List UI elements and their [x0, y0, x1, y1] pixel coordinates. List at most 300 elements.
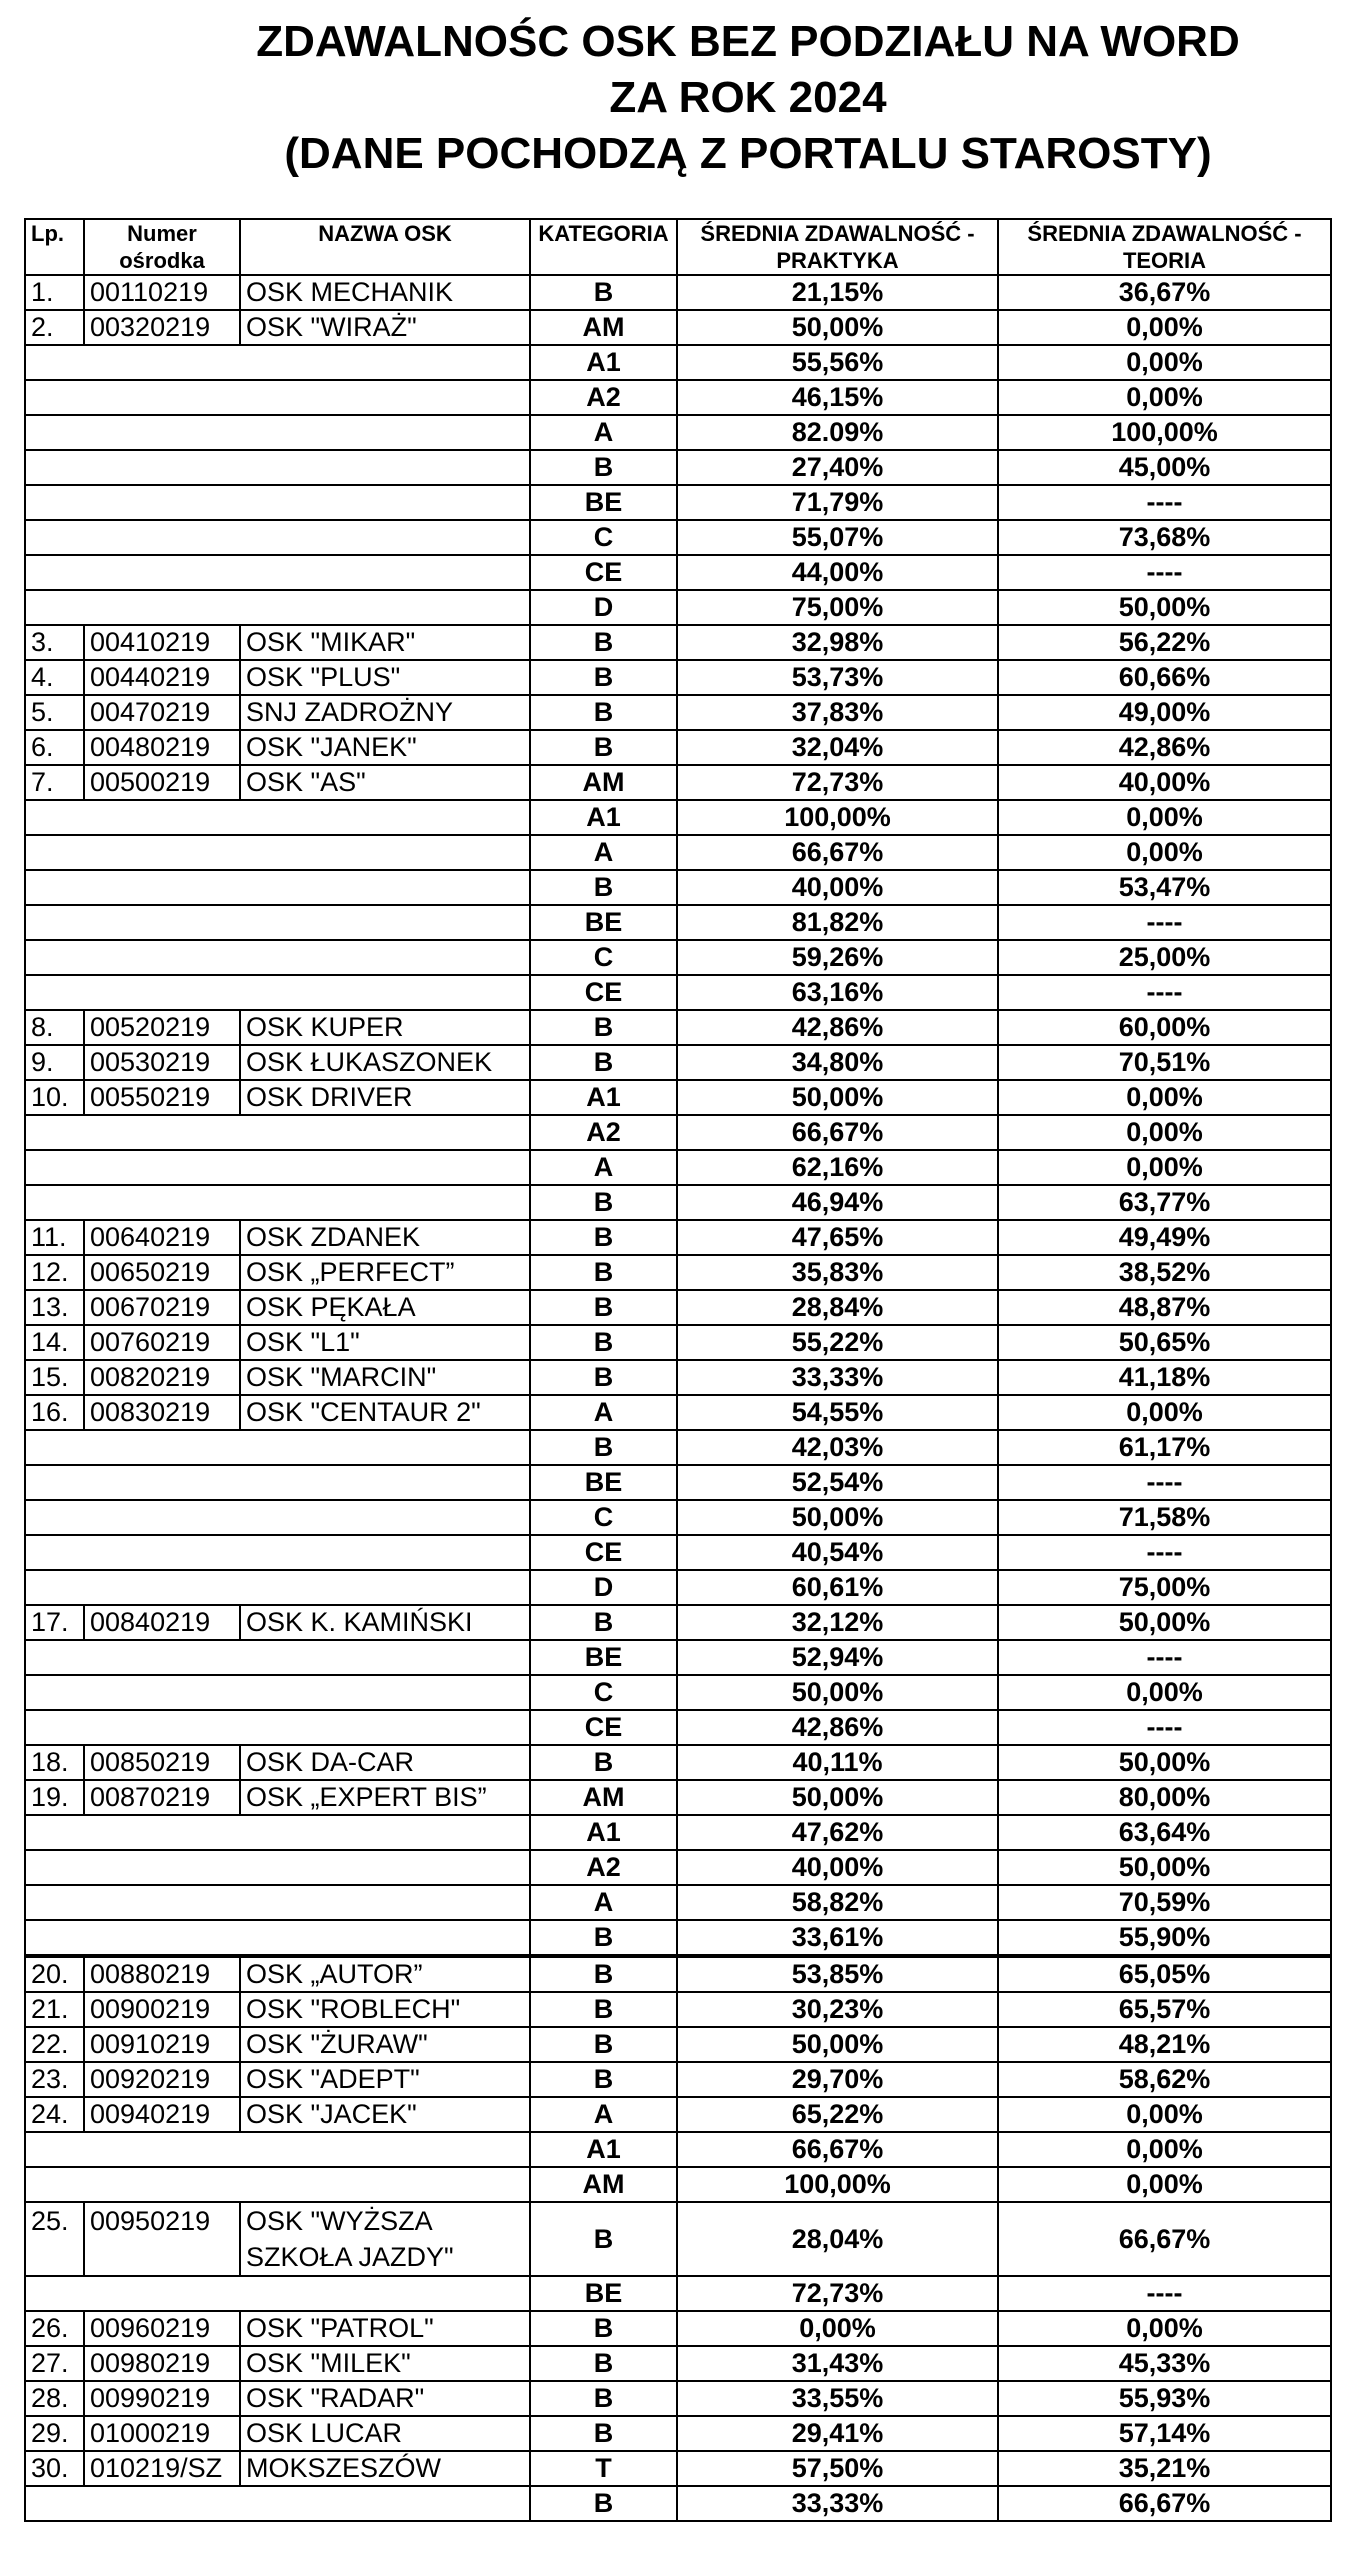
table-row — [25, 1920, 1331, 1956]
cell-center-number: 010219/SZ — [84, 2451, 240, 2486]
cell-category: D — [530, 1570, 677, 1605]
table-row — [25, 1255, 1331, 1290]
cell-theory-rate: 45,00% — [998, 450, 1331, 485]
cell-practice-rate: 29,70% — [677, 2062, 998, 2097]
cell-osk-name: OSK „AUTOR” — [240, 1956, 530, 1992]
cell-empty — [25, 1675, 530, 1710]
cell-theory-rate: 50,00% — [998, 1605, 1331, 1640]
cell-empty — [25, 870, 530, 905]
cell-osk-name: OSK KUPER — [240, 1010, 530, 1045]
cell-theory-rate: 0,00% — [998, 1115, 1331, 1150]
table-row — [25, 1080, 1331, 1115]
table-row — [25, 2202, 1331, 2276]
cell-category: B — [530, 695, 677, 730]
cell-practice-rate: 44,00% — [677, 555, 998, 590]
cell-practice-rate: 28,04% — [677, 2202, 998, 2276]
header-practice: ŚREDNIA ZDAWALNOŚĆ - PRAKTYKA — [677, 219, 998, 275]
cell-category: B — [530, 1920, 677, 1956]
table-row — [25, 1850, 1331, 1885]
cell-center-number: 00760219 — [84, 1325, 240, 1360]
table-row — [25, 1745, 1331, 1780]
cell-practice-rate: 32,12% — [677, 1605, 998, 1640]
cell-category: B — [530, 1010, 677, 1045]
cell-theory-rate: 55,93% — [998, 2381, 1331, 2416]
cell-category: C — [530, 1500, 677, 1535]
table-row — [25, 2451, 1331, 2486]
cell-practice-rate: 50,00% — [677, 1500, 998, 1535]
cell-category: B — [530, 1360, 677, 1395]
cell-category: A — [530, 1395, 677, 1430]
cell-practice-rate: 53,85% — [677, 1956, 998, 1992]
cell-practice-rate: 81,82% — [677, 905, 998, 940]
cell-lp: 26. — [25, 2311, 84, 2346]
cell-lp: 3. — [25, 625, 84, 660]
cell-theory-rate: 65,05% — [998, 1956, 1331, 1992]
cell-theory-rate: 71,58% — [998, 1500, 1331, 1535]
table-row — [25, 1325, 1331, 1360]
cell-theory-rate: 60,00% — [998, 1010, 1331, 1045]
cell-theory-rate: 0,00% — [998, 2132, 1331, 2167]
cell-category: A — [530, 2097, 677, 2132]
cell-empty — [25, 1570, 530, 1605]
cell-category: B — [530, 2062, 677, 2097]
cell-theory-rate: 0,00% — [998, 835, 1331, 870]
table-row — [25, 1395, 1331, 1430]
cell-center-number: 00840219 — [84, 1605, 240, 1640]
table-row — [25, 1185, 1331, 1220]
cell-center-number: 00640219 — [84, 1220, 240, 1255]
table-row — [25, 380, 1331, 415]
cell-category: B — [530, 2027, 677, 2062]
cell-lp: 23. — [25, 2062, 84, 2097]
cell-category: BE — [530, 1640, 677, 1675]
cell-theory-rate: 45,33% — [998, 2346, 1331, 2381]
cell-theory-rate: 0,00% — [998, 1675, 1331, 1710]
cell-empty — [25, 590, 530, 625]
cell-theory-rate: 36,67% — [998, 275, 1331, 310]
cell-practice-rate: 47,62% — [677, 1815, 998, 1850]
cell-empty — [25, 485, 530, 520]
cell-lp: 18. — [25, 1745, 84, 1780]
cell-category: A1 — [530, 1815, 677, 1850]
cell-practice-rate: 50,00% — [677, 1675, 998, 1710]
table-row — [25, 730, 1331, 765]
cell-lp: 11. — [25, 1220, 84, 1255]
cell-category: B — [530, 1325, 677, 1360]
cell-practice-rate: 46,94% — [677, 1185, 998, 1220]
table-row — [25, 1500, 1331, 1535]
cell-osk-name: OSK "MILEK" — [240, 2346, 530, 2381]
cell-lp: 5. — [25, 695, 84, 730]
cell-osk-name: OSK "ŻURAW" — [240, 2027, 530, 2062]
cell-practice-rate: 42,03% — [677, 1430, 998, 1465]
header-theory: ŚREDNIA ZDAWALNOŚĆ - TEORIA — [998, 219, 1331, 275]
cell-practice-rate: 55,22% — [677, 1325, 998, 1360]
cell-practice-rate: 50,00% — [677, 2027, 998, 2062]
cell-practice-rate: 71,79% — [677, 485, 998, 520]
cell-category: B — [530, 275, 677, 310]
cell-center-number: 00990219 — [84, 2381, 240, 2416]
table-row — [25, 1675, 1331, 1710]
cell-practice-rate: 21,15% — [677, 275, 998, 310]
cell-category: B — [530, 1430, 677, 1465]
cell-empty — [25, 1150, 530, 1185]
cell-theory-rate: 49,49% — [998, 1220, 1331, 1255]
cell-practice-rate: 82.09% — [677, 415, 998, 450]
table-row — [25, 625, 1331, 660]
cell-osk-name: OSK MECHANIK — [240, 275, 530, 310]
cell-osk-name: OSK „PERFECT” — [240, 1255, 530, 1290]
cell-practice-rate: 46,15% — [677, 380, 998, 415]
cell-center-number: 00910219 — [84, 2027, 240, 2062]
cell-lp: 22. — [25, 2027, 84, 2062]
cell-osk-name: OSK "JANEK" — [240, 730, 530, 765]
cell-practice-rate: 72,73% — [677, 765, 998, 800]
cell-theory-rate: ---- — [998, 1535, 1331, 1570]
cell-category: B — [530, 1255, 677, 1290]
table-row — [25, 905, 1331, 940]
cell-practice-rate: 33,33% — [677, 1360, 998, 1395]
cell-theory-rate: 66,67% — [998, 2202, 1331, 2276]
cell-center-number: 01000219 — [84, 2416, 240, 2451]
cell-category: B — [530, 625, 677, 660]
cell-theory-rate: 73,68% — [998, 520, 1331, 555]
cell-center-number: 00880219 — [84, 1956, 240, 1992]
table-row — [25, 870, 1331, 905]
cell-theory-rate: 50,65% — [998, 1325, 1331, 1360]
cell-theory-rate: ---- — [998, 905, 1331, 940]
cell-practice-rate: 60,61% — [677, 1570, 998, 1605]
cell-practice-rate: 34,80% — [677, 1045, 998, 1080]
cell-empty — [25, 975, 530, 1010]
cell-practice-rate: 42,86% — [677, 1710, 998, 1745]
cell-empty — [25, 1885, 530, 1920]
table-row — [25, 2486, 1331, 2521]
cell-category: BE — [530, 905, 677, 940]
table-row — [25, 1815, 1331, 1850]
pass-rate-table — [24, 218, 1332, 2522]
cell-practice-rate: 100,00% — [677, 2167, 998, 2202]
cell-empty — [25, 905, 530, 940]
table-row — [25, 1605, 1331, 1640]
cell-theory-rate: 61,17% — [998, 1430, 1331, 1465]
cell-center-number: 00920219 — [84, 2062, 240, 2097]
table-row — [25, 1290, 1331, 1325]
cell-theory-rate: 56,22% — [998, 625, 1331, 660]
cell-category: AM — [530, 765, 677, 800]
cell-category: B — [530, 2202, 677, 2276]
cell-theory-rate: ---- — [998, 1710, 1331, 1745]
cell-center-number: 00670219 — [84, 1290, 240, 1325]
cell-lp: 2. — [25, 310, 84, 345]
cell-theory-rate: 63,64% — [998, 1815, 1331, 1850]
cell-lp: 9. — [25, 1045, 84, 1080]
cell-osk-name: OSK DRIVER — [240, 1080, 530, 1115]
cell-practice-rate: 66,67% — [677, 835, 998, 870]
cell-category: A — [530, 1885, 677, 1920]
cell-empty — [25, 940, 530, 975]
cell-practice-rate: 35,83% — [677, 1255, 998, 1290]
cell-lp: 29. — [25, 2416, 84, 2451]
cell-theory-rate: 41,18% — [998, 1360, 1331, 1395]
cell-practice-rate: 75,00% — [677, 590, 998, 625]
cell-osk-name: OSK „EXPERT BIS” — [240, 1780, 530, 1815]
cell-practice-rate: 33,61% — [677, 1920, 998, 1956]
table-row — [25, 2027, 1331, 2062]
cell-practice-rate: 40,11% — [677, 1745, 998, 1780]
cell-lp: 8. — [25, 1010, 84, 1045]
cell-category: CE — [530, 555, 677, 590]
cell-practice-rate: 52,54% — [677, 1465, 998, 1500]
cell-category: B — [530, 2416, 677, 2451]
cell-category: B — [530, 2486, 677, 2521]
table-row — [25, 2167, 1331, 2202]
cell-empty — [25, 1500, 530, 1535]
cell-lp: 16. — [25, 1395, 84, 1430]
table-row — [25, 2416, 1331, 2451]
cell-center-number: 00850219 — [84, 1745, 240, 1780]
cell-practice-rate: 55,07% — [677, 520, 998, 555]
cell-empty — [25, 800, 530, 835]
cell-osk-name: OSK "WIRAŻ" — [240, 310, 530, 345]
cell-theory-rate: 25,00% — [998, 940, 1331, 975]
cell-category: A1 — [530, 2132, 677, 2167]
title-line-1: ZDAWALNOŚC OSK BEZ PODZIAŁU NA WORD — [256, 17, 1240, 66]
table-row — [25, 450, 1331, 485]
table-row — [25, 415, 1331, 450]
cell-theory-rate: 70,59% — [998, 1885, 1331, 1920]
cell-osk-name: OSK LUCAR — [240, 2416, 530, 2451]
table-row — [25, 1360, 1331, 1395]
cell-category: BE — [530, 2276, 677, 2311]
cell-practice-rate: 33,33% — [677, 2486, 998, 2521]
cell-center-number: 00500219 — [84, 765, 240, 800]
table-row — [25, 1220, 1331, 1255]
cell-lp: 19. — [25, 1780, 84, 1815]
cell-osk-name: SNJ ZADROŻNY — [240, 695, 530, 730]
cell-practice-rate: 50,00% — [677, 310, 998, 345]
cell-category: BE — [530, 485, 677, 520]
cell-category: C — [530, 940, 677, 975]
cell-practice-rate: 40,54% — [677, 1535, 998, 1570]
cell-empty — [25, 1465, 530, 1500]
cell-empty — [25, 1430, 530, 1465]
cell-osk-name: OSK ŁUKASZONEK — [240, 1045, 530, 1080]
cell-practice-rate: 50,00% — [677, 1080, 998, 1115]
cell-osk-name: OSK "PLUS" — [240, 660, 530, 695]
cell-practice-rate: 57,50% — [677, 2451, 998, 2486]
cell-practice-rate: 59,26% — [677, 940, 998, 975]
cell-practice-rate: 31,43% — [677, 2346, 998, 2381]
cell-center-number: 00820219 — [84, 1360, 240, 1395]
cell-category: AM — [530, 2167, 677, 2202]
cell-theory-rate: ---- — [998, 1640, 1331, 1675]
cell-empty — [25, 345, 530, 380]
table-row — [25, 975, 1331, 1010]
cell-empty — [25, 2132, 530, 2167]
cell-lp: 13. — [25, 1290, 84, 1325]
cell-empty — [25, 835, 530, 870]
cell-category: B — [530, 660, 677, 695]
table-row — [25, 2097, 1331, 2132]
header-number: Numer ośrodka — [84, 219, 240, 275]
cell-center-number: 00650219 — [84, 1255, 240, 1290]
cell-category: B — [530, 1605, 677, 1640]
cell-theory-rate: 70,51% — [998, 1045, 1331, 1080]
table-row — [25, 2062, 1331, 2097]
cell-empty — [25, 450, 530, 485]
header-category: KATEGORIA — [530, 219, 677, 275]
cell-theory-rate: 66,67% — [998, 2486, 1331, 2521]
cell-osk-name: OSK "MIKAR" — [240, 625, 530, 660]
cell-category: D — [530, 590, 677, 625]
cell-lp: 17. — [25, 1605, 84, 1640]
cell-practice-rate: 63,16% — [677, 975, 998, 1010]
cell-lp: 10. — [25, 1080, 84, 1115]
header-row — [25, 219, 1331, 275]
cell-theory-rate: 0,00% — [998, 345, 1331, 380]
cell-category: B — [530, 870, 677, 905]
cell-theory-rate: 0,00% — [998, 1150, 1331, 1185]
header-name: NAZWA OSK — [240, 219, 530, 275]
cell-category: B — [530, 450, 677, 485]
cell-category: CE — [530, 1710, 677, 1745]
cell-theory-rate: 100,00% — [998, 415, 1331, 450]
cell-lp: 20. — [25, 1956, 84, 1992]
cell-lp: 7. — [25, 765, 84, 800]
cell-center-number: 00950219 — [84, 2202, 240, 2276]
cell-center-number: 00480219 — [84, 730, 240, 765]
table-row — [25, 1640, 1331, 1675]
cell-theory-rate: 40,00% — [998, 765, 1331, 800]
cell-category: B — [530, 2346, 677, 2381]
table-row — [25, 1010, 1331, 1045]
table-row — [25, 1430, 1331, 1465]
cell-center-number: 00550219 — [84, 1080, 240, 1115]
cell-practice-rate: 28,84% — [677, 1290, 998, 1325]
cell-osk-name: MOKSZESZÓW — [240, 2451, 530, 2486]
cell-category: B — [530, 1745, 677, 1780]
table-row — [25, 310, 1331, 345]
cell-osk-name: OSK ZDANEK — [240, 1220, 530, 1255]
cell-theory-rate: ---- — [998, 975, 1331, 1010]
cell-practice-rate: 40,00% — [677, 1850, 998, 1885]
cell-category: A1 — [530, 800, 677, 835]
table-row — [25, 1150, 1331, 1185]
cell-lp: 14. — [25, 1325, 84, 1360]
cell-empty — [25, 2276, 530, 2311]
cell-lp: 30. — [25, 2451, 84, 2486]
cell-practice-rate: 32,98% — [677, 625, 998, 660]
cell-theory-rate: 65,57% — [998, 1992, 1331, 2027]
cell-category: AM — [530, 1780, 677, 1815]
cell-empty — [25, 1710, 530, 1745]
cell-category: B — [530, 1220, 677, 1255]
cell-lp: 21. — [25, 1992, 84, 2027]
cell-theory-rate: 0,00% — [998, 2097, 1331, 2132]
cell-osk-name: OSK "PATROL" — [240, 2311, 530, 2346]
cell-category: CE — [530, 1535, 677, 1570]
cell-theory-rate: 0,00% — [998, 2167, 1331, 2202]
cell-lp: 28. — [25, 2381, 84, 2416]
cell-center-number: 00470219 — [84, 695, 240, 730]
table-row — [25, 2381, 1331, 2416]
table-row — [25, 590, 1331, 625]
cell-empty — [25, 2167, 530, 2202]
cell-category: B — [530, 1290, 677, 1325]
cell-empty — [25, 555, 530, 590]
table-row — [25, 2132, 1331, 2167]
cell-theory-rate: 35,21% — [998, 2451, 1331, 2486]
cell-practice-rate: 65,22% — [677, 2097, 998, 2132]
cell-empty — [25, 1920, 530, 1956]
cell-category: C — [530, 1675, 677, 1710]
header-lp: Lp. — [25, 219, 84, 275]
cell-center-number: 00110219 — [84, 275, 240, 310]
cell-osk-name: OSK DA-CAR — [240, 1745, 530, 1780]
table-row — [25, 940, 1331, 975]
cell-theory-rate: 63,77% — [998, 1185, 1331, 1220]
cell-practice-rate: 50,00% — [677, 1780, 998, 1815]
cell-category: A — [530, 835, 677, 870]
table-row — [25, 1465, 1331, 1500]
cell-theory-rate: 60,66% — [998, 660, 1331, 695]
cell-lp: 25. — [25, 2202, 84, 2276]
cell-category: C — [530, 520, 677, 555]
table-row — [25, 345, 1331, 380]
cell-empty — [25, 1185, 530, 1220]
cell-osk-name: OSK "WYŻSZA SZKOŁA JAZDY" — [240, 2202, 530, 2276]
cell-theory-rate: 42,86% — [998, 730, 1331, 765]
table-row — [25, 1710, 1331, 1745]
cell-theory-rate: ---- — [998, 485, 1331, 520]
cell-center-number: 00940219 — [84, 2097, 240, 2132]
cell-osk-name: OSK "MARCIN" — [240, 1360, 530, 1395]
cell-empty — [25, 520, 530, 555]
table-row — [25, 1045, 1331, 1080]
table-row — [25, 275, 1331, 310]
table-row — [25, 555, 1331, 590]
table-row — [25, 660, 1331, 695]
cell-category: A1 — [530, 1080, 677, 1115]
cell-empty — [25, 1815, 530, 1850]
table-row — [25, 800, 1331, 835]
cell-theory-rate: 49,00% — [998, 695, 1331, 730]
cell-practice-rate: 66,67% — [677, 2132, 998, 2167]
cell-category: A2 — [530, 1115, 677, 1150]
cell-theory-rate: 48,87% — [998, 1290, 1331, 1325]
cell-theory-rate: 57,14% — [998, 2416, 1331, 2451]
table-row — [25, 520, 1331, 555]
cell-theory-rate: 50,00% — [998, 590, 1331, 625]
cell-category: T — [530, 2451, 677, 2486]
cell-practice-rate: 58,82% — [677, 1885, 998, 1920]
title-line-2: ZA ROK 2024 — [609, 73, 887, 122]
cell-category: B — [530, 730, 677, 765]
cell-practice-rate: 30,23% — [677, 1992, 998, 2027]
table-row — [25, 1780, 1331, 1815]
table-row — [25, 1115, 1331, 1150]
cell-lp: 12. — [25, 1255, 84, 1290]
cell-theory-rate: 0,00% — [998, 1080, 1331, 1115]
cell-theory-rate: 50,00% — [998, 1850, 1331, 1885]
cell-theory-rate: 50,00% — [998, 1745, 1331, 1780]
table-row — [25, 1992, 1331, 2027]
cell-osk-name: OSK "CENTAUR 2" — [240, 1395, 530, 1430]
cell-theory-rate: 55,90% — [998, 1920, 1331, 1956]
cell-center-number: 00530219 — [84, 1045, 240, 1080]
cell-lp: 24. — [25, 2097, 84, 2132]
